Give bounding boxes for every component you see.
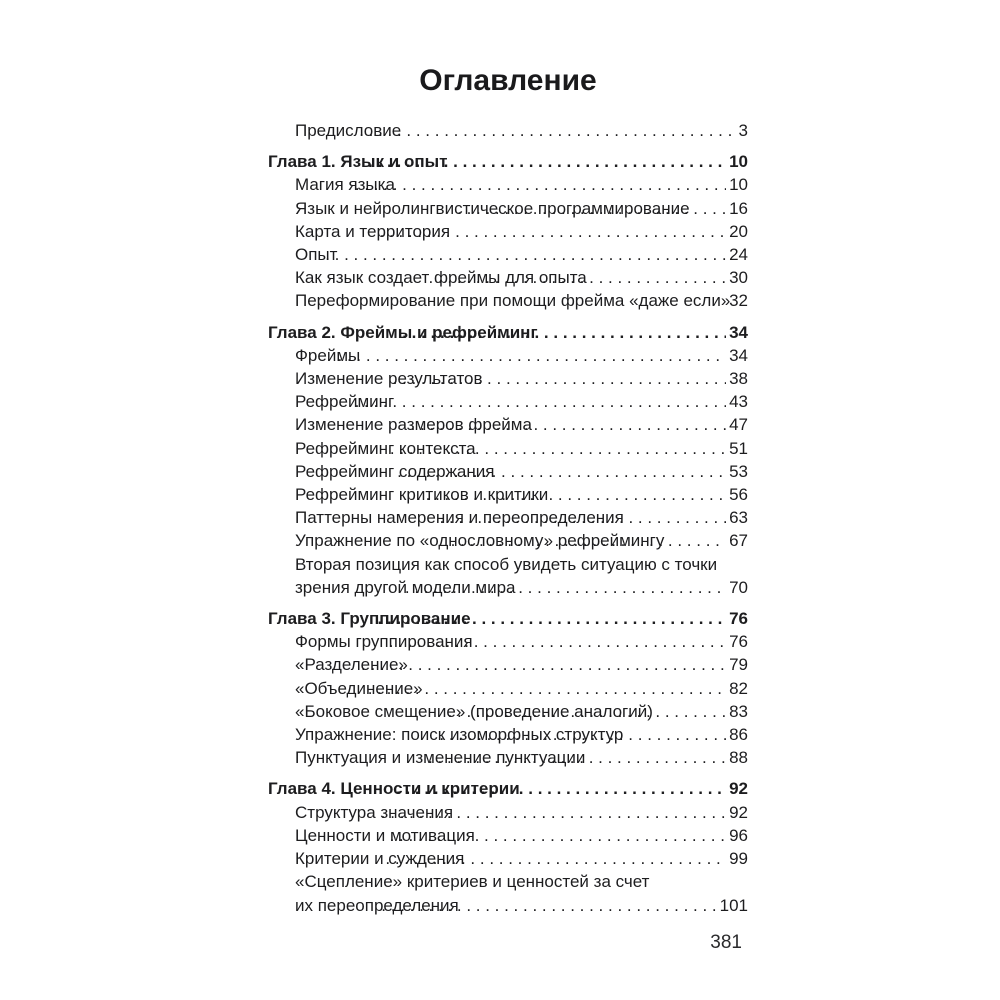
toc-entry-last-line bbox=[295, 197, 748, 220]
toc-entry-last-line bbox=[295, 801, 748, 824]
toc-entry-last-line bbox=[295, 483, 748, 506]
toc-entry-label: Изменение результатов bbox=[295, 369, 483, 389]
toc-chapter-heading bbox=[268, 777, 748, 800]
dot-leader bbox=[440, 506, 727, 529]
toc-page-number: 10 bbox=[729, 152, 748, 172]
toc-page-number: 83 bbox=[729, 701, 748, 721]
dot-leader bbox=[361, 653, 726, 676]
toc-entry-label: Формы группирования bbox=[295, 632, 473, 652]
toc-entry bbox=[268, 119, 748, 142]
toc-page-number: 86 bbox=[729, 725, 748, 745]
toc-entry bbox=[268, 390, 748, 413]
toc-page-number: 96 bbox=[729, 825, 748, 845]
toc-entry-last-line bbox=[295, 529, 748, 552]
toc-page-number: 47 bbox=[729, 415, 748, 435]
toc-entry bbox=[268, 801, 748, 824]
toc-entry bbox=[268, 677, 748, 700]
toc-entry-last-line bbox=[295, 266, 748, 289]
toc-entry bbox=[268, 746, 748, 769]
dot-leader bbox=[411, 413, 726, 436]
toc-section bbox=[268, 321, 748, 599]
toc-entry bbox=[268, 700, 748, 723]
dot-leader bbox=[448, 700, 727, 723]
toc-entry bbox=[268, 173, 748, 196]
dot-leader bbox=[402, 321, 726, 344]
toc-entry-label: Рефрейминг контекста bbox=[295, 438, 476, 458]
toc-entry-label: Упражнение: поиск изоморфных структур bbox=[295, 725, 624, 745]
toc-entry-label: их переопределения bbox=[295, 895, 459, 915]
toc-entry-label: Магия языка bbox=[295, 175, 395, 195]
dot-leader bbox=[381, 894, 716, 917]
page-title: Оглавление bbox=[419, 64, 597, 97]
toc-entry-last-line bbox=[295, 390, 748, 413]
dot-leader bbox=[393, 367, 726, 390]
toc-entry bbox=[268, 243, 748, 266]
toc-chapter-heading bbox=[268, 150, 748, 173]
dot-leader bbox=[368, 677, 726, 700]
dot-leader bbox=[385, 847, 726, 870]
toc-entry-last-line bbox=[268, 150, 748, 173]
toc-entry bbox=[268, 413, 748, 436]
toc-entry-last-line bbox=[295, 367, 748, 390]
toc-page-number: 10 bbox=[729, 175, 748, 195]
toc-page-number: 92 bbox=[729, 779, 748, 799]
toc-entry bbox=[268, 630, 748, 653]
toc-entry bbox=[268, 553, 748, 599]
toc-entry-last-line bbox=[268, 777, 748, 800]
toc-entry bbox=[268, 437, 748, 460]
toc-entry-last-line bbox=[295, 824, 748, 847]
dot-leader bbox=[380, 220, 727, 243]
toc-entry-label: Паттерны намерения и переопределения bbox=[295, 508, 624, 528]
toc-page-number: 32 bbox=[729, 291, 748, 311]
dot-leader bbox=[429, 266, 727, 289]
toc-page-number: 92 bbox=[729, 802, 748, 822]
toc-entry-label: Опыт bbox=[295, 245, 338, 265]
dot-leader bbox=[381, 801, 726, 824]
dot-leader bbox=[368, 150, 726, 173]
table-of-contents bbox=[268, 119, 748, 917]
toc-entry-label: Как язык создает фреймы для опыта bbox=[295, 268, 587, 288]
toc-entry bbox=[268, 367, 748, 390]
toc-entry-last-line bbox=[295, 413, 748, 436]
toc-entry-label: Пунктуация и изменение пунктуации bbox=[295, 748, 586, 768]
toc-section bbox=[268, 607, 748, 769]
toc-entry-label: зрения другой модели мира bbox=[295, 577, 516, 597]
toc-page-number: 79 bbox=[729, 655, 748, 675]
toc-entry-label: Фреймы bbox=[295, 345, 361, 365]
toc-entry-label: Предисловие bbox=[295, 121, 402, 140]
toc-entry-label: Глава 2. Фреймы и рефрейминг bbox=[268, 322, 538, 342]
toc-entry-last-line bbox=[295, 847, 748, 870]
toc-entry bbox=[268, 289, 748, 312]
toc-entry-last-line bbox=[295, 289, 748, 312]
toc-entry bbox=[268, 824, 748, 847]
toc-entry-line: Вторая позиция как способ увидеть ситуацию с точки bbox=[295, 554, 718, 574]
toc-entry-last-line bbox=[295, 700, 748, 723]
toc-entry bbox=[268, 529, 748, 552]
toc-page-number: 34 bbox=[729, 345, 748, 365]
toc-section bbox=[268, 777, 748, 916]
toc-entry-label: Изменение размеров фрейма bbox=[295, 415, 532, 435]
dot-leader bbox=[338, 344, 727, 367]
toc-entry-last-line bbox=[295, 723, 748, 746]
toc-entry bbox=[268, 847, 748, 870]
toc-entry-last-line bbox=[295, 460, 748, 483]
dot-leader bbox=[355, 173, 726, 196]
toc-entry-label: Рефрейминг содержания bbox=[295, 461, 495, 481]
toc-entry-last-line bbox=[295, 344, 748, 367]
toc-chapter-heading bbox=[268, 321, 748, 344]
folio-page-number: 381 bbox=[710, 932, 742, 953]
dot-leader bbox=[428, 746, 726, 769]
toc-entry-last-line bbox=[295, 653, 748, 676]
toc-entry-last-line bbox=[295, 506, 748, 529]
dot-leader bbox=[355, 390, 727, 413]
dot-leader bbox=[397, 460, 726, 483]
toc-page-number: 99 bbox=[729, 849, 748, 869]
dot-leader bbox=[390, 824, 727, 847]
toc-entry-label: «Объединение» bbox=[295, 678, 423, 698]
toc-page-number: 88 bbox=[729, 748, 748, 768]
toc-entry bbox=[268, 460, 748, 483]
toc-entry-label: Глава 4. Ценности и критерии bbox=[268, 779, 520, 799]
toc-entry-label: «Разделение» bbox=[295, 655, 408, 675]
toc-page-number: 24 bbox=[729, 245, 748, 265]
toc-entry-label: Карта и территория bbox=[295, 221, 451, 241]
dot-leader bbox=[439, 723, 726, 746]
toc-entry-label: Глава 3. Группирование bbox=[268, 609, 471, 629]
toc-entry-label: Критерии и суждения bbox=[295, 849, 465, 869]
toc-page-number: 76 bbox=[729, 632, 748, 652]
toc-entry-last-line bbox=[268, 607, 748, 630]
toc-entry-last-line bbox=[295, 630, 748, 653]
dot-leader bbox=[325, 243, 726, 266]
toc-page-number: 101 bbox=[719, 895, 748, 915]
toc-entry-last-line bbox=[295, 746, 748, 769]
toc-page-number: 34 bbox=[729, 322, 748, 342]
dot-leader bbox=[405, 576, 726, 599]
toc-entry bbox=[268, 870, 748, 916]
toc-entry-label: Структура значения bbox=[295, 802, 454, 822]
toc-entry-label: Ценности и мотивация bbox=[295, 825, 475, 845]
toc-entry bbox=[268, 653, 748, 676]
dot-leader bbox=[396, 777, 726, 800]
toc-page-number: 76 bbox=[729, 609, 748, 629]
toc-entry bbox=[268, 344, 748, 367]
toc-entry-label: Глава 1. Язык и опыт bbox=[268, 152, 448, 172]
dot-leader bbox=[390, 437, 726, 460]
dot-leader bbox=[457, 197, 726, 220]
toc-entry-last-line bbox=[268, 321, 748, 344]
toc-entry-last-line bbox=[295, 677, 748, 700]
toc-page-number: 63 bbox=[729, 508, 748, 528]
toc-page-number: 51 bbox=[729, 438, 748, 458]
toc-entry-label: «Боковое смещение» (проведение аналогий) bbox=[295, 701, 653, 721]
toc-page-number: 30 bbox=[729, 268, 748, 288]
toc-page-number: 3 bbox=[738, 121, 748, 140]
toc-entry-label: Упражнение по «однословному» рефреймингу bbox=[295, 531, 665, 551]
toc-entry-label: Переформирование при помощи фрейма «даже если» bbox=[295, 291, 731, 311]
toc-entry-last-line bbox=[295, 243, 748, 266]
toc-page-number: 70 bbox=[729, 577, 748, 597]
dot-leader bbox=[378, 607, 727, 630]
toc-page-number: 67 bbox=[729, 531, 748, 551]
toc-entry-label: Рефрейминг bbox=[295, 392, 395, 412]
toc-page-number: 20 bbox=[729, 221, 748, 241]
dot-leader bbox=[389, 630, 726, 653]
toc-section bbox=[268, 119, 748, 142]
toc-section bbox=[268, 150, 748, 312]
toc-entry bbox=[268, 220, 748, 243]
toc-page-number: 16 bbox=[729, 198, 748, 218]
dot-leader bbox=[359, 119, 735, 142]
toc-entry-line: «Сцепление» критериев и ценностей за счет bbox=[295, 872, 650, 892]
toc-entry-last-line bbox=[295, 894, 748, 917]
toc-page-number: 43 bbox=[729, 392, 748, 412]
toc-entry bbox=[268, 506, 748, 529]
toc-entry bbox=[268, 483, 748, 506]
toc-entry-last-line bbox=[295, 437, 748, 460]
toc-page-number: 82 bbox=[729, 678, 748, 698]
toc-entry-last-line bbox=[295, 576, 748, 599]
dot-leader bbox=[416, 483, 726, 506]
toc-page-number: 56 bbox=[729, 485, 748, 505]
toc-entry-label: Язык и нейролингвистическое программирование bbox=[295, 198, 690, 218]
toc-entry-last-line bbox=[295, 119, 748, 142]
toc-entry-last-line bbox=[295, 220, 748, 243]
toc-entry bbox=[268, 723, 748, 746]
toc-entry bbox=[268, 197, 748, 220]
toc-page-number: 53 bbox=[729, 461, 748, 481]
toc-entry-last-line bbox=[295, 173, 748, 196]
toc-entry-label: Рефрейминг критиков и критики bbox=[295, 485, 549, 505]
toc-page-number: 38 bbox=[729, 369, 748, 389]
toc-chapter-heading bbox=[268, 607, 748, 630]
dot-leader bbox=[451, 529, 726, 552]
toc-entry bbox=[268, 266, 748, 289]
